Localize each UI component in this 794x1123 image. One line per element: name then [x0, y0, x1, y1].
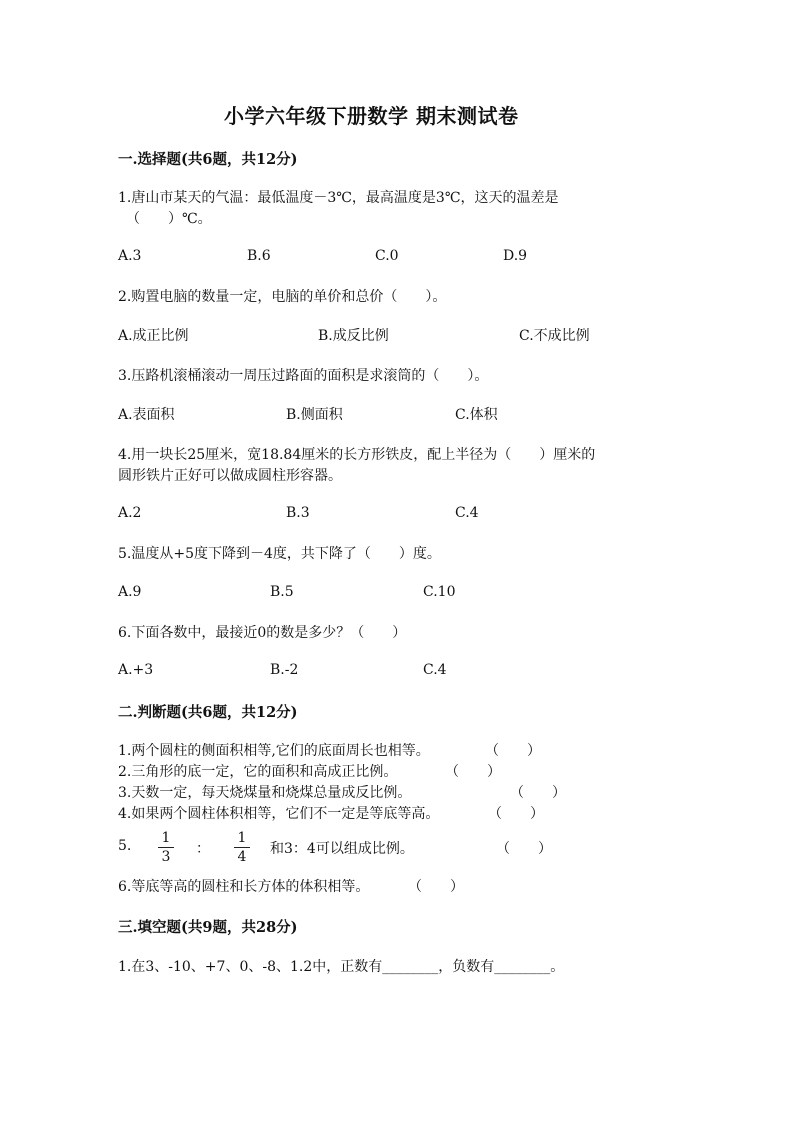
question-5-line-1: 5.温度从+5度下降到－4度，共下降了（ ）度。: [118, 546, 441, 562]
question-1-option-d[interactable]: D.9: [503, 248, 528, 264]
question-2-option-b[interactable]: B.成反比例: [318, 328, 389, 344]
fraction-bar: [234, 847, 250, 848]
question-6-option-a[interactable]: A.+3: [118, 662, 154, 678]
question-4-option-b[interactable]: B.3: [286, 505, 310, 521]
question-1-option-a[interactable]: A.3: [118, 248, 142, 264]
question-3-option-c[interactable]: C.体积: [455, 407, 498, 423]
judge-item-1-text: 1.两个圆柱的侧面积相等,它们的底面周长也相等。: [118, 743, 430, 759]
question-3-option-a[interactable]: A.表面积: [118, 407, 175, 423]
question-4-line-2: 圆形铁片正好可以做成圆柱形容器。: [118, 468, 342, 484]
judge-item-2-text: 2.三角形的底一定，它的面积和高成正比例。: [118, 764, 398, 780]
judge-item-6-text: 6.等底等高的圆柱和长方体的体积相等。: [118, 879, 370, 895]
judge-item-6-answer-paren[interactable]: （ ）: [408, 879, 464, 895]
question-1-option-b[interactable]: B.6: [247, 248, 271, 264]
question-5-option-a[interactable]: A.9: [118, 584, 142, 600]
question-3-line-1: 3.压路机滚桶滚动一周压过路面的面积是求滚筒的（ ）。: [118, 368, 489, 384]
fraction-one-fourth: [234, 830, 250, 865]
question-1-option-c[interactable]: C.0: [375, 248, 399, 264]
ratio-colon: ：: [196, 841, 210, 857]
question-2-option-c[interactable]: C.不成比例: [519, 328, 590, 344]
question-4-line-1: 4.用一块长25厘米，宽18.84厘米的长方形铁皮，配上半径为（ ）厘米的: [118, 447, 596, 463]
judge-item-5-number: 5.: [118, 838, 132, 854]
question-6-option-b[interactable]: B.-2: [270, 662, 299, 678]
question-5-option-c[interactable]: C.10: [423, 584, 456, 600]
question-2-line-1: 2.购置电脑的数量一定，电脑的单价和总价（ ）。: [118, 289, 447, 305]
section-heading-fill-in: 三.填空题(共9题，共28分): [118, 919, 298, 936]
question-4-option-a[interactable]: A.2: [118, 505, 142, 521]
fraction-one-third: [158, 830, 174, 865]
judge-item-5-answer-paren[interactable]: （ ）: [496, 841, 552, 857]
section-heading-choice: 一.选择题(共6题，共12分): [118, 151, 298, 168]
judge-item-2-answer-paren[interactable]: （ ）: [445, 764, 501, 780]
fraction-bar: [158, 847, 174, 848]
question-2-option-a[interactable]: A.成正比例: [118, 328, 189, 344]
fraction-numerator: 1: [161, 830, 171, 846]
question-1-line-1: 1.唐山市某天的气温：最低温度－3℃，最高温度是3℃，这天的温差是: [118, 190, 559, 206]
fraction-numerator: 1: [237, 830, 247, 846]
question-5-option-b[interactable]: B.5: [270, 584, 294, 600]
page-title: 小学六年级下册数学 期末测试卷: [224, 104, 519, 128]
judge-item-3-text: 3.天数一定，每天烧煤量和烧煤总量成反比例。: [118, 785, 412, 801]
fraction-denominator: 3: [161, 849, 171, 865]
question-6-option-c[interactable]: C.4: [423, 662, 447, 678]
judge-item-4-text: 4.如果两个圆柱体积相等，它们不一定是等底等高。: [118, 806, 440, 822]
question-6-line-1: 6.下面各数中，最接近0的数是多少？（ ）: [118, 625, 407, 641]
judge-item-3-answer-paren[interactable]: （ ）: [510, 785, 566, 801]
question-3-option-b[interactable]: B.侧面积: [286, 407, 343, 423]
judge-item-1-answer-paren[interactable]: （ ）: [485, 743, 541, 759]
section-heading-judgement: 二.判断题(共6题，共12分): [118, 704, 298, 721]
fill-question-1[interactable]: 1.在3、-10、+7、0、-8、1.2中，正数有________，负数有________。: [118, 959, 565, 975]
question-4-option-c[interactable]: C.4: [455, 505, 479, 521]
judge-item-4-answer-paren[interactable]: （ ）: [488, 806, 544, 822]
fraction-denominator: 4: [237, 849, 247, 865]
question-1-line-2: （ ）℃。: [126, 211, 212, 227]
judge-item-5-text: 和3：4可以组成比例。: [270, 841, 414, 857]
